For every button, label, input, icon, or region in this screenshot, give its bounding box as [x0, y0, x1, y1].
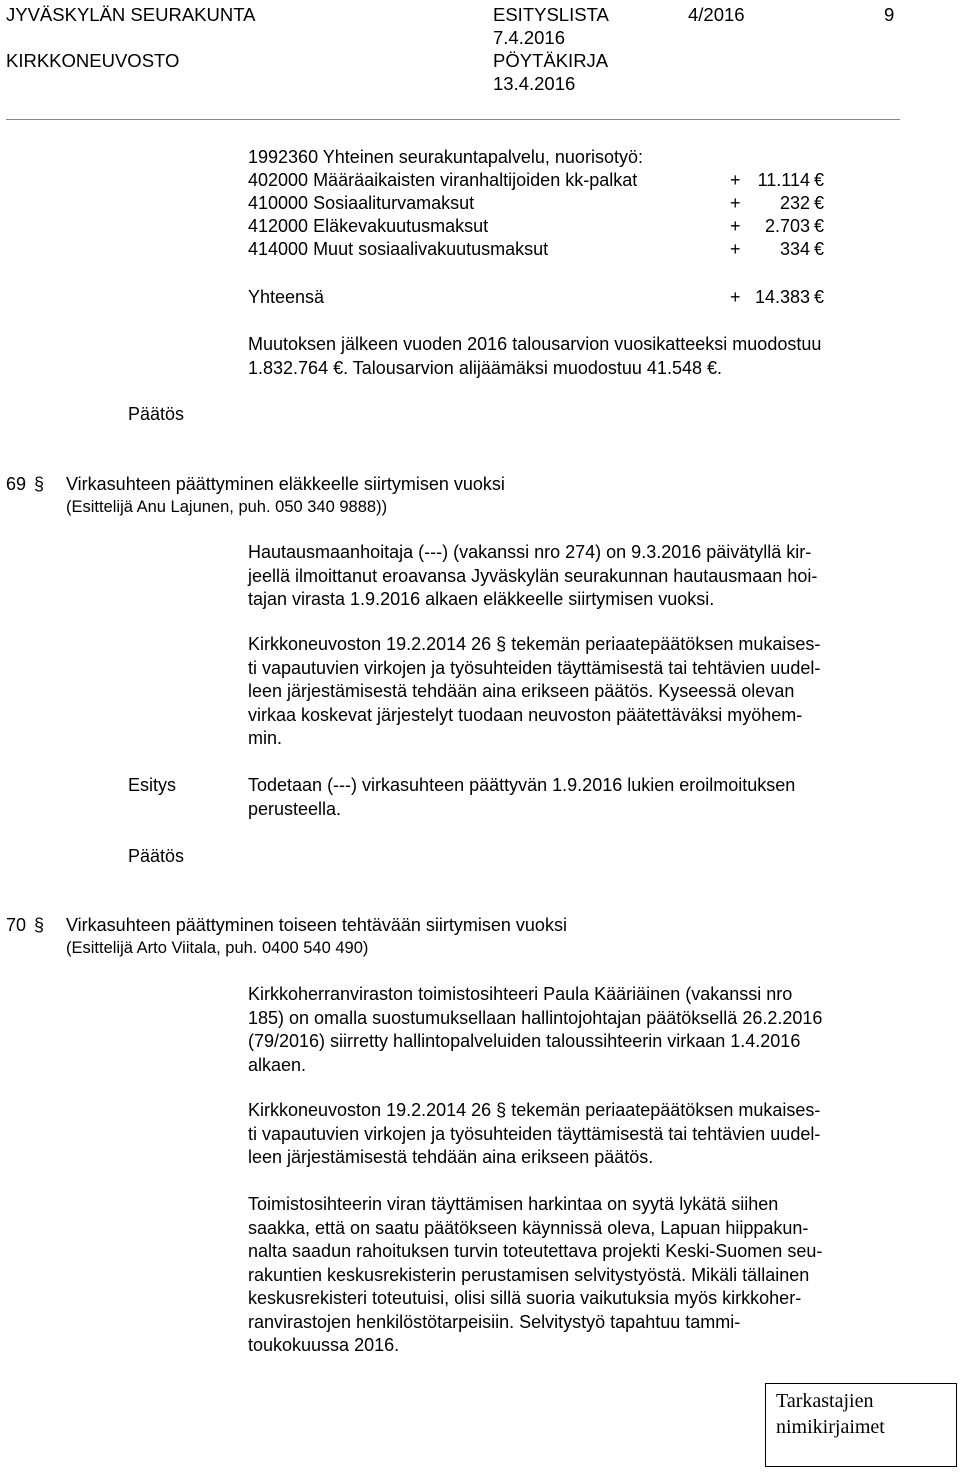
body-name: KIRKKONEUVOSTO [6, 50, 180, 71]
paragraph-line: keskusrekisteri toteutuisi, olisi sillä suoria vaikutuksia myös kirkkoher- [248, 1288, 802, 1308]
paragraph-line: leen järjestämisestä tehdään aina erikseen päätös. [248, 1147, 654, 1167]
paragraph-line: Kirkkoneuvoston 19.2.2014 26 § tekemän periaatepäätöksen mukaises- [248, 1100, 821, 1120]
euro-icon: € [814, 239, 825, 259]
budget-total-amount: 14.383 [754, 287, 810, 307]
decision-label: Päätös [128, 846, 185, 866]
minutes-date: 13.4.2016 [493, 73, 576, 94]
paragraph-line: nalta saadun rahoituksen turvin toteutettava projekti Keski-Suomen seu- [248, 1241, 823, 1261]
budget-row-sign: + [730, 170, 741, 190]
summary-line: Muutoksen jälkeen vuoden 2016 talousarvion vuosikatteeksi muodostuu [248, 334, 822, 354]
budget-row-label: 412000 Eläkevakuutusmaksut [248, 216, 489, 236]
paragraph-line: Kirkkoherranviraston toimistosihteeri Paula Kääriäinen (vakanssi nro [248, 984, 793, 1004]
euro-icon: € [814, 216, 825, 236]
paragraph-line: tajan virasta 1.9.2016 alkaen eläkkeelle siirtymisen vuoksi. [248, 589, 715, 609]
budget-row-label: 402000 Määräaikaisten viranhaltijoiden kk-palkat [248, 170, 638, 190]
section-presenter: (Esittelijä Arto Viitala, puh. 0400 540 490) [66, 939, 369, 957]
budget-row-amount: 232 [779, 193, 810, 213]
paragraph-line: min. [248, 728, 283, 748]
paragraph-line: perusteella. [248, 798, 342, 819]
paragraph-line: 185) on omalla suostumuksellaan hallintojohtajan päätöksellä 26.2.2016 [248, 1007, 823, 1028]
budget-row-sign: + [730, 216, 741, 236]
agenda-date: 7.4.2016 [493, 27, 566, 48]
budget-row-amount: 11.114 [757, 170, 810, 190]
proposal-label: Esitys [128, 775, 177, 795]
paragraph-line: virkaa koskevat järjestelyt tuodaan neuvoston päätettäväksi myöhem- [248, 704, 803, 725]
paragraph-line: ti vapautuvien virkojen ja työsuhteiden täyttämisestä tai tehtävien uudel- [248, 657, 821, 678]
section-paragraph [248, 983, 898, 1077]
budget-row-sign: + [730, 239, 741, 259]
paragraph-line: (79/2016) siirretty hallintopalveluiden taloussihteerin virkaan 1.4.2016 [248, 1031, 801, 1051]
section-sign-icon: § [34, 915, 45, 935]
proposal-text [248, 774, 898, 821]
doc-type-agenda: ESITYSLISTA [493, 4, 609, 25]
euro-icon: € [814, 170, 825, 190]
section-title: Virkasuhteen päättyminen toiseen tehtävään siirtymisen vuoksi [66, 915, 567, 935]
summary-line: 1.832.764 €. Talousarvion alijäämäksi muodostuu 41.548 €. [248, 357, 722, 378]
paragraph-line: Todetaan (---) virkasuhteen päättyvän 1.9.2016 lukien eroilmoituksen [248, 775, 796, 795]
decision-label: Päätös [128, 404, 185, 424]
euro-icon: € [814, 193, 825, 213]
paragraph-line: Kirkkoneuvoston 19.2.2014 26 § tekemän periaatepäätöksen mukaises- [248, 634, 821, 654]
paragraph-line: Toimistosihteerin viran täyttämisen harkintaa on syytä lykätä siihen [248, 1194, 779, 1214]
paragraph-line: ranvirastojen henkilöstötarpeisiin. Selvitystyö tapahtuu tammi- [248, 1311, 741, 1332]
issue-number: 4/2016 [688, 4, 745, 25]
euro-icon: € [814, 287, 825, 307]
budget-row-sign: + [730, 193, 741, 213]
doc-type-minutes: PÖYTÄKIRJA [493, 50, 609, 71]
budget-summary [248, 333, 898, 380]
section-paragraph [248, 633, 898, 751]
section-number: 70 [6, 915, 27, 935]
page-number: 9 [884, 4, 895, 25]
paragraph-line: ti vapautuvien virkojen ja työsuhteiden täyttämisestä tai tehtävien uudel- [248, 1123, 821, 1144]
organization-name: JYVÄSKYLÄN SEURAKUNTA [6, 4, 256, 25]
budget-total-label: Yhteensä [248, 287, 325, 307]
budget-row-amount: 2.703 [764, 216, 810, 236]
budget-row-amount: 334 [779, 239, 810, 259]
paragraph-line: leen järjestämisestä tehdään aina erikseen päätös. Kyseessä olevan [248, 681, 795, 701]
section-title: Virkasuhteen päättyminen eläkkeelle siirtymisen vuoksi [66, 474, 505, 494]
section-paragraph [248, 1193, 898, 1358]
section-number: 69 [6, 474, 27, 494]
section-paragraph [248, 541, 898, 612]
paragraph-line: saakka, että on saatu päätökseen käynnissä oleva, Lapuan hiippakun- [248, 1217, 809, 1238]
budget-total-sign: + [730, 287, 741, 307]
stamp-line: Tarkastajien [776, 1390, 874, 1412]
stamp-line: nimikirjaimet [776, 1416, 885, 1438]
paragraph-line: jeellä ilmoittanut eroavansa Jyväskylän seurakunnan hautausmaan hoi- [248, 565, 818, 586]
paragraph-line: toukokuussa 2016. [248, 1335, 400, 1355]
paragraph-line: Hautausmaanhoitaja (---) (vakanssi nro 274) on 9.3.2016 päivätyllä kir- [248, 542, 812, 562]
reviewer-initials-box [765, 1383, 957, 1467]
section-presenter: (Esittelijä Anu Lajunen, puh. 050 340 9888)) [66, 498, 388, 516]
header-divider [6, 119, 900, 120]
paragraph-line: alkaen. [248, 1054, 307, 1075]
budget-row-label: 414000 Muut sosiaalivakuutusmaksut [248, 239, 549, 259]
section-paragraph [248, 1099, 898, 1170]
section-sign-icon: § [34, 474, 45, 494]
budget-row-label: 410000 Sosiaaliturvamaksut [248, 193, 475, 213]
paragraph-line: rakuntien keskusrekisterin perustamisen selvitystyöstä. Mikäli tällainen [248, 1264, 810, 1285]
budget-heading: 1992360 Yhteinen seurakuntapalvelu, nuorisotyö: [248, 147, 643, 167]
